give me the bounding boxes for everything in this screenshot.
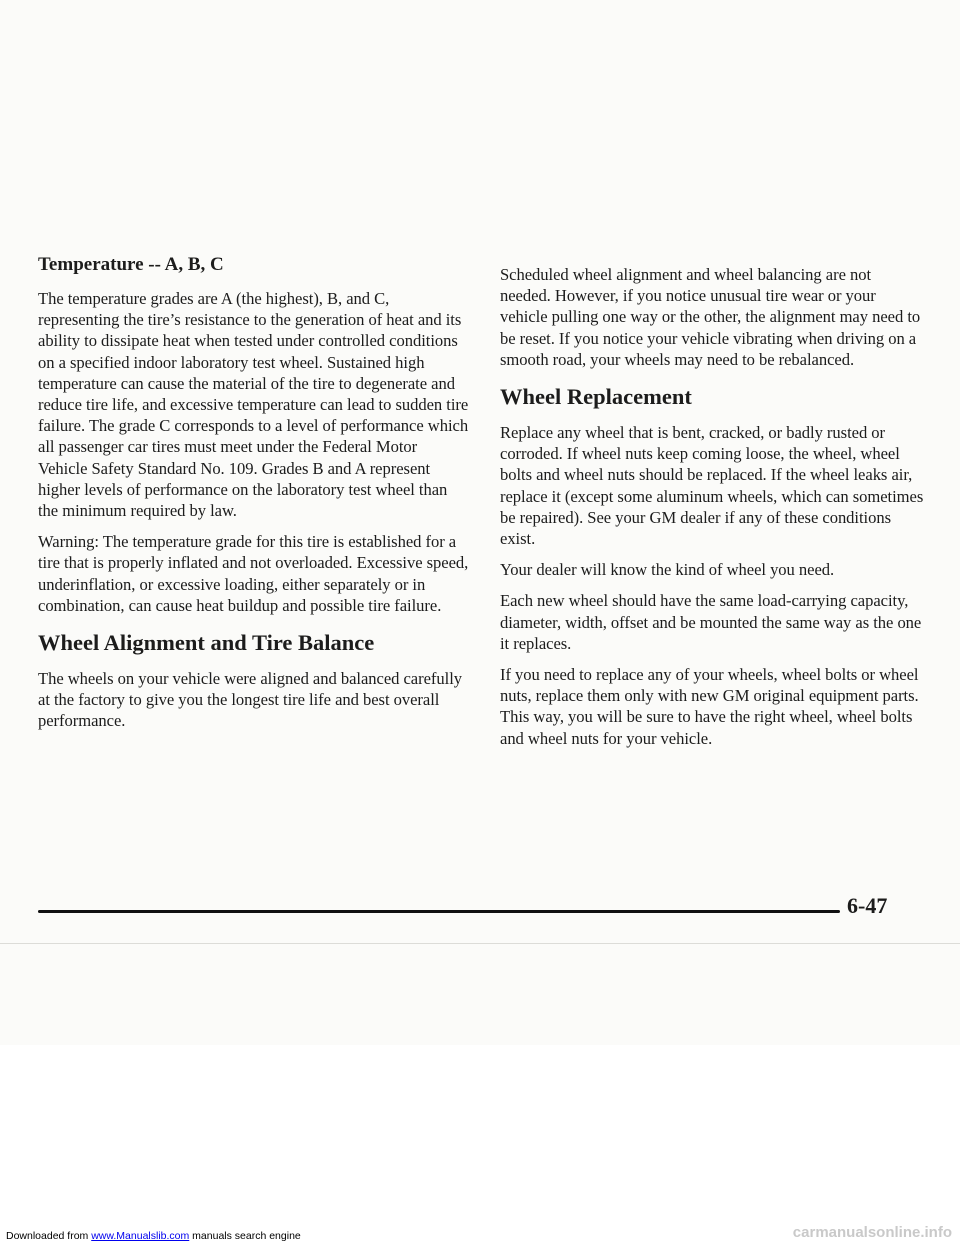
right-column — [500, 264, 925, 759]
new-wheel-paragraph: Each new wheel should have the same load-carrying capacity, diameter, width, offset and be mounted the same way as the one it replaces. — [500, 591, 922, 653]
alignment-paragraph: The wheels on your vehicle were aligned and balanced carefully at the factory to give you the longest tire life and best overall performance. — [38, 669, 462, 731]
footer-band — [0, 1045, 960, 1242]
temperature-heading: Temperature -- A, B, C — [38, 254, 224, 275]
footer-prefix: Downloaded from — [6, 1230, 92, 1242]
replacement-paragraph: Replace any wheel that is bent, cracked, or badly rusted or corroded. If wheel nuts keep coming loose, the wheel, wheel bolts and wheel nuts should be replaced. If the wheel leaks air, replace it (except some aluminum wheels, which can sometimes be repaired). See your GM dealer if any of these conditions exist. — [500, 423, 924, 549]
warning-paragraph: Warning: The temperature grade for this tire is established for a tire that is properly inflated and not overloaded. Excessive speed, underinflation, or excessive loading, either separately or in combination, can cause heat buildup and possible tire failure. — [38, 532, 469, 615]
alignment-scheduled-paragraph: Scheduled wheel alignment and wheel balancing are not needed. However, if you notice unusual tire wear or your vehicle pulling one way or the other, the alignment may need to be reset. If you notice your vehicle vibrating when driving on a smooth road, your wheels may need to be rebalanced. — [500, 265, 921, 369]
download-footer — [6, 1230, 301, 1242]
alignment-heading: Wheel Alignment and Tire Balance — [38, 630, 375, 656]
gm-parts-paragraph: If you need to replace any of your wheels, wheel bolts or wheel nuts, replace them only with new GM original equipment parts. This way, you will be sure to have the right wheel, wheel bolts and wheel nuts for your vehicle. — [500, 665, 919, 748]
temperature-paragraph: The temperature grades are A (the highest), B, and C, representing the tire’s resistance to the generation of heat and its ability to dissipate heat when tested under controlled conditions on a specified indoor laboratory test wheel. Sustained high temperature can cause the material of the tire to degenerate and reduce tire life, and excessive temperature can lead to sudden tire failure. The grade C corresponds to a level of performance which all passenger car tires must meet under the Federal Motor Vehicle Safety Standard No. 109. Grades B and A represent higher levels of performance on the laboratory test wheel than the minimum required by law. — [38, 289, 469, 521]
manualslib-link[interactable]: www.Manualslib.com — [91, 1230, 190, 1242]
left-column — [38, 254, 470, 742]
scan-line — [0, 943, 960, 944]
footer-suffix: manuals search engine — [189, 1230, 301, 1242]
replacement-heading: Wheel Replacement — [500, 384, 692, 410]
watermark-logo: carmanualsonline.info — [792, 1224, 952, 1241]
footer-rule — [38, 910, 840, 913]
dealer-paragraph: Your dealer will know the kind of wheel you need. — [500, 560, 835, 580]
page-number: 6-47 — [847, 893, 888, 918]
